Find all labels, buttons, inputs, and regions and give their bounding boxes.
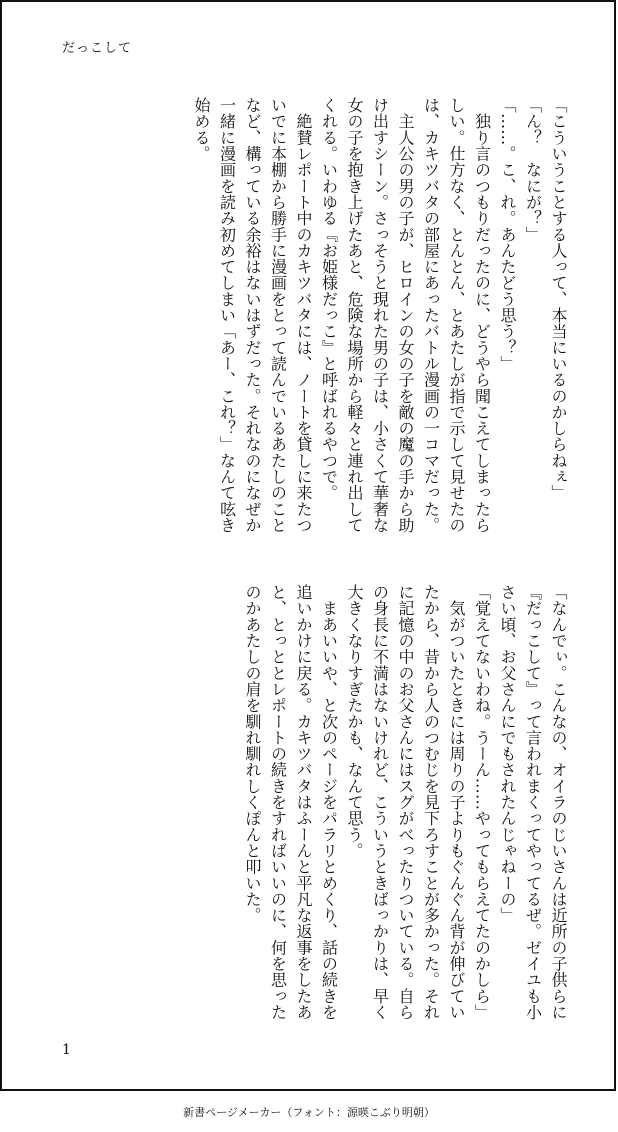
running-title: だっこして [62,41,133,56]
paragraph: 「なんでぃ。こんなの、オイラのじいさんは近所の子供らに『だっこして』って言われまくってやってるぜ。ゼイユも小さい頃、お父さんにでもされたんじゃねーの」 [498,584,568,1021]
paragraph: 絶賛レポート中のカキツバタには、ノートを貸しに来たついでに本棚から勝手に漫画をとって読んでいるあたしのことなど、構っている余裕はないはずだった。それなのになぜか一緒に漫画を読み初めてしまい「あー、これ？」なんて呟き始める。 [192,97,313,534]
paragraph: 主人公の男の子が、ヒロインの女の子を敵の魔の手から助け出すシーン。さっそうと現れた男の子は、小さくて華奢な女の子を抱き上げたあと、危険な場所から軽々と連れ出してくれる。いわゆる『お姫様だっこ』と呼ばれるやつで。 [319,97,415,534]
paragraph: 「覚えてないわね。うーん……やってもらえてたのかしら」 [472,584,492,1021]
paragraph: 独り言のつもりだったのに、どうやら聞こえてしまったらしい。仕方なく、とんとん、とあたしが指で示して見せたのは、カキツバタの部屋にあったバトル漫画の一コマだった。 [421,97,492,534]
paragraph: 「……。こ、れ。あんたどう思う？」 [498,97,517,372]
footer-caption: 新書ページメーカー（フォント：源暎こぶり明朝） [183,1106,435,1119]
paragraph: 気がついたときには周りの子よりもぐんぐん背が伸びていたから、昔から人のつむじを見下ろすことが多かった。それに記憶の中のお父さんにはスグがべったりついている。自らの身長に不満はないけれど、こういうときばっかりは、早く大きくなりすぎたかも、なんて思う。 [345,584,466,1021]
page-number: 1 [62,1042,71,1058]
paragraph: まあいいや、と次のページをパラリとめくり、話の続きを追いかけに戻る。カキツバタはふーんと平凡な返事をしたあと、とっととレポートの続きをすればいいのに、何を思ったのかあたしの肩を馴れ馴れしくぽんと叩いた。 [243,584,339,1021]
upper-text-column [47,97,571,537]
lower-text-column [47,584,571,1024]
paragraph: 「ん？ なにが？」 [523,97,543,243]
paragraph: 「こういうことする人って、本当にいるのかしらねぇ」 [549,97,568,501]
